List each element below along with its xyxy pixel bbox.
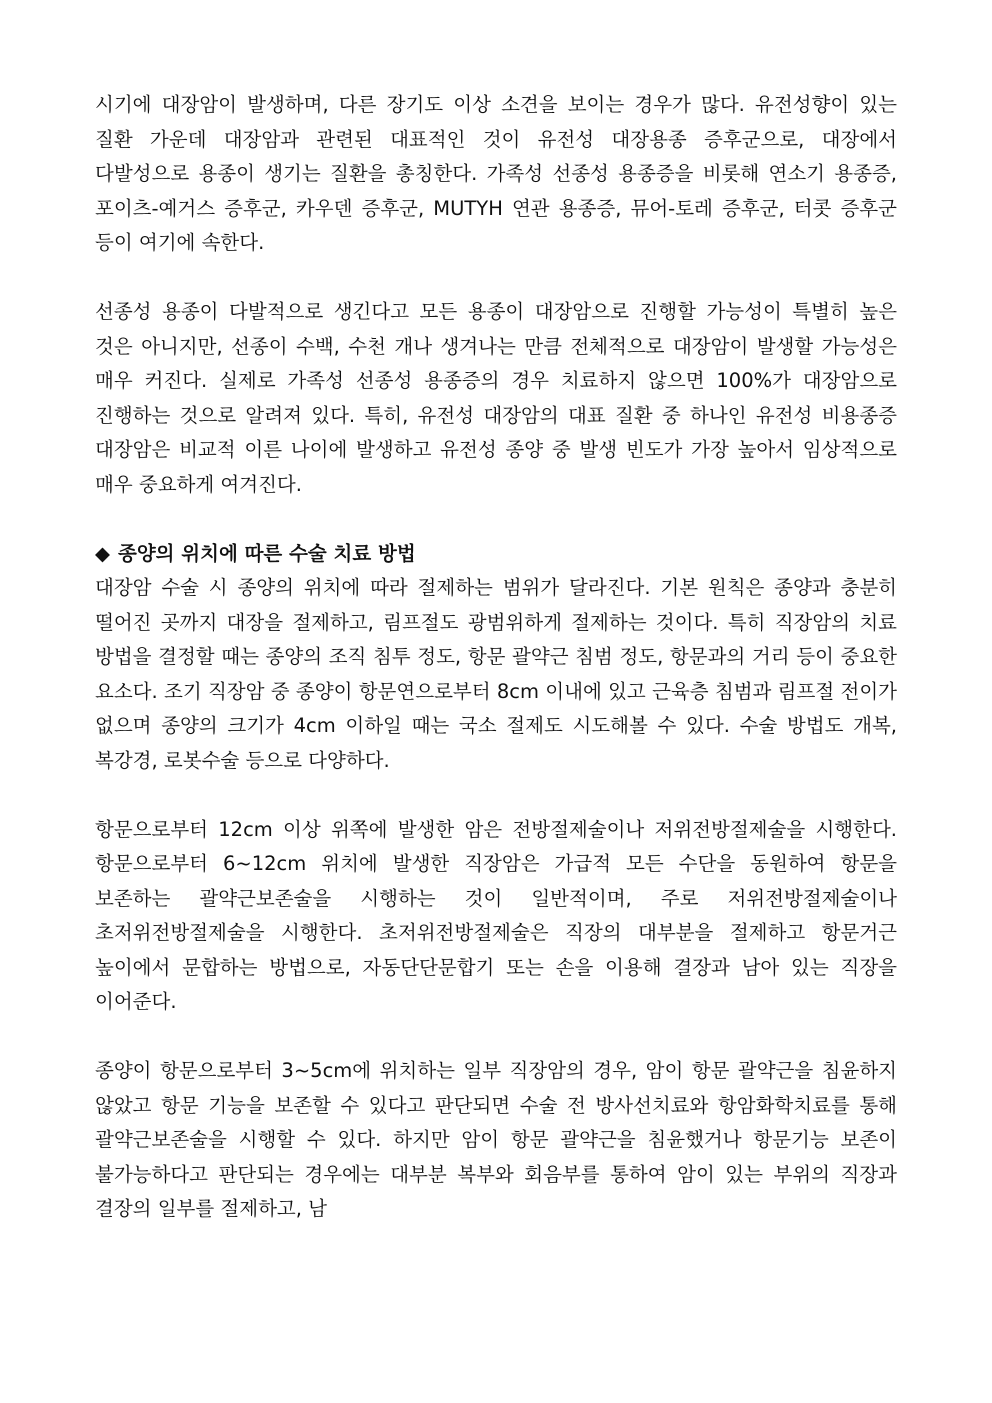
paragraph-anterior-resection: 항문으로부터 12cm 이상 위쪽에 발생한 암은 전방절제술이나 저위전방절제술을 시행한다. 항문으로부터 6~12cm 위치에 발생한 직장암은 가급적 모든 수단을 동원하여 항문을 보존하는 괄약근보존술을 시행하는 것이 일반적이며, 주로 저위전방절제술이나 초저위전방절제술을 시행한다. 초저위전방절제술은 직장의 대부분을 절제하고 항문거근 높이에서 문합하는 방법으로, 자동단단문합기 또는 손을 이용해 결장과 남아 있는 직장을 이어준다.	[95, 817, 897, 1013]
paragraph-adenomatous-polyps: 선종성 용종이 다발적으로 생긴다고 모든 용종이 대장암으로 진행할 가능성이 특별히 높은 것은 아니지만, 선종이 수백, 수천 개나 생겨나는 만큼 전체적으로 대장암이 발생할 가능성은 매우 커진다. 실제로 가족성 선종성 용종증의 경우 치료하지 않으면 100%가 대장암으로 진행하는 것으로 알려져 있다. 특히, 유전성 대장암의 대표 질환 중 하나인 유전성 비용종증 대장암은 비교적 이른 나이에 발생하고 유전성 종양 중 발생 빈도가 가장 높아서 임상적으로 매우 중요하게 여겨진다.	[95, 300, 897, 496]
paragraph-low-rectal-cancer: 종양이 항문으로부터 3~5cm에 위치하는 일부 직장암의 경우, 암이 항문 괄약근을 침윤하지 않았고 항문 기능을 보존할 수 있다고 판단되면 수술 전 방사선치료와 항암화학치료를 통해 괄약근보존술을 시행할 수 있다. 하지만 암이 항문 괄약근을 침윤했거나 항문기능 보존이 불가능하다고 판단되는 경우에는 대부분 복부와 회음부를 통하여 암이 있는 부위의 직장과 결장의 일부를 절제하고, 남	[95, 1059, 897, 1220]
section-title: 종양의 위치에 따른 수술 치료 방법	[118, 541, 416, 565]
paragraph-hereditary-syndromes: 시기에 대장암이 발생하며, 다른 장기도 이상 소견을 보이는 경우가 많다. 유전성향이 있는 질환 가운데 대장암과 관련된 대표적인 것이 유전성 대장용종 증후군으로, 대장에서 다발성으로 용종이 생기는 질환을 총칭한다. 가족성 선종성 용종증을 비롯해 연소기 용종증, 포이츠-예거스 증후군, 카우덴 증후군, MUTYH 연관 용종증, 뮤어-토레 증후군, 터콧 증후군 등이 여기에 속한다.	[95, 93, 897, 254]
document-page	[95, 88, 897, 1227]
paragraph-surgery-principles: 대장암 수술 시 종양의 위치에 따라 절제하는 범위가 달라진다. 기본 원칙은 종양과 충분히 떨어진 곳까지 대장을 절제하고, 림프절도 광범위하게 절제하는 것이다. 특히 직장암의 치료 방법을 결정할 때는 종양의 조직 침투 정도, 항문 괄약근 침범 정도, 항문과의 거리 등이 중요한 요소다. 조기 직장암 중 종양이 항문연으로부터 8cm 이내에 있고 근육층 침범과 림프절 전이가 없으며 종양의 크기가 4cm 이하일 때는 국소 절제도 시도해볼 수 있다. 수술 방법도 개복, 복강경, 로봇수술 등으로 다양하다.	[95, 576, 897, 772]
paragraph-spacer	[95, 261, 897, 296]
section-heading	[95, 537, 897, 572]
paragraph-spacer	[95, 1020, 897, 1055]
diamond-bullet-icon: ◆	[95, 541, 110, 565]
paragraph-spacer	[95, 502, 897, 537]
paragraph-spacer	[95, 778, 897, 813]
